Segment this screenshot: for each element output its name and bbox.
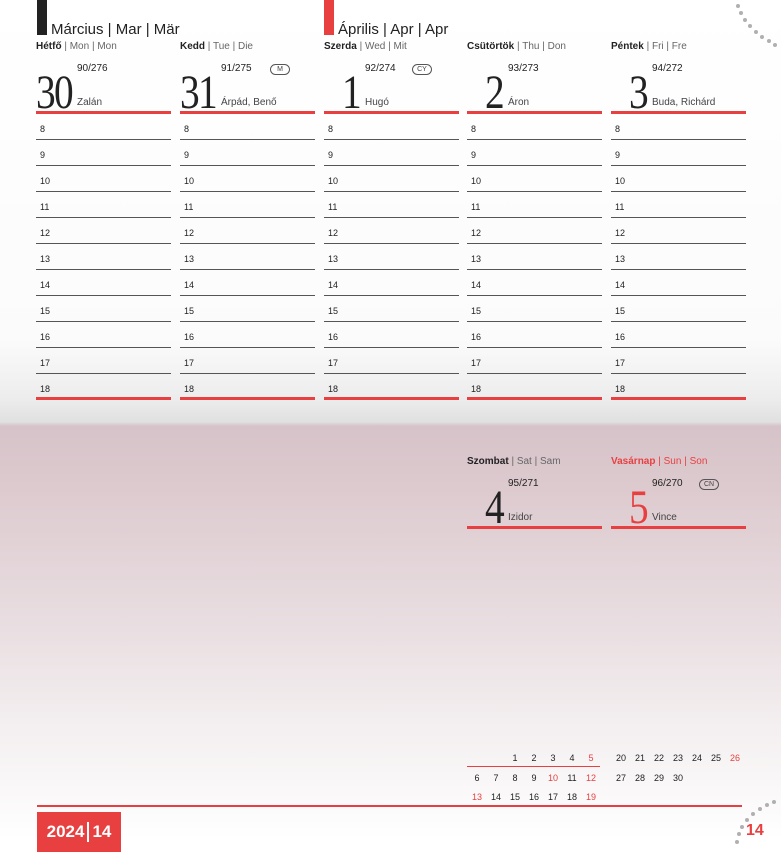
hour-slot[interactable]	[180, 270, 315, 296]
hour-slot[interactable]	[611, 322, 746, 348]
hour-label: 15	[328, 306, 339, 316]
hour-label: 16	[471, 332, 482, 342]
day-ordinal: 93/273	[508, 63, 539, 74]
hour-label: 10	[40, 176, 51, 186]
hour-slot[interactable]	[467, 166, 602, 192]
hour-label: 12	[40, 228, 51, 238]
hour-label: 9	[615, 150, 621, 160]
hour-slot[interactable]	[36, 114, 171, 140]
hour-label: 17	[328, 358, 339, 368]
hour-slot[interactable]	[36, 166, 171, 192]
mini-calendar-day: 2	[531, 753, 537, 763]
hour-slot[interactable]	[611, 374, 746, 400]
year-label: 2024	[46, 822, 85, 841]
mini-calendar-day: 8	[512, 773, 518, 783]
day-ordinal: 90/276	[77, 63, 108, 74]
hour-slot[interactable]	[324, 244, 459, 270]
hour-slot[interactable]	[324, 218, 459, 244]
hour-slot[interactable]	[36, 374, 171, 400]
hour-label: 8	[615, 124, 621, 134]
hour-slot[interactable]	[467, 270, 602, 296]
day-column-saturday	[467, 456, 602, 534]
day-column-friday	[611, 41, 746, 400]
day-ordinal: 96/270	[652, 478, 683, 489]
mini-calendar-day: 16	[528, 792, 539, 802]
mini-calendar-day: 18	[566, 792, 577, 802]
hour-slot[interactable]	[180, 296, 315, 322]
month-bar-march	[37, 0, 47, 35]
month-bar-april	[324, 0, 334, 35]
hour-slot[interactable]	[324, 322, 459, 348]
hour-slot[interactable]	[467, 140, 602, 166]
mini-calendar-day: 22	[653, 753, 664, 763]
hour-slot[interactable]	[611, 166, 746, 192]
mini-calendar-day: 30	[672, 773, 683, 783]
hour-label: 14	[471, 280, 482, 290]
hour-label: 9	[184, 150, 190, 160]
hour-slot[interactable]	[36, 322, 171, 348]
hour-label: 14	[328, 280, 339, 290]
page-number: 14	[746, 822, 764, 839]
mini-calendar-day: 26	[729, 753, 740, 763]
hour-slot[interactable]	[324, 348, 459, 374]
moon-phase-icon: CY	[412, 64, 432, 75]
mini-calendar-day: 10	[547, 773, 558, 783]
week-number: 14	[92, 822, 112, 841]
moon-phase-icon: CN	[699, 479, 719, 490]
hour-slot[interactable]	[611, 218, 746, 244]
hour-label: 10	[328, 176, 339, 186]
mini-calendar-day: 24	[691, 753, 702, 763]
hour-slot[interactable]	[180, 192, 315, 218]
mini-calendar-day: 12	[585, 773, 596, 783]
moon-phase-icon: M	[270, 64, 290, 75]
month-title-april: Április | Apr | Apr	[338, 21, 449, 38]
hour-slot[interactable]	[180, 374, 315, 400]
hour-slot[interactable]	[324, 296, 459, 322]
hour-label: 9	[328, 150, 334, 160]
hour-label: 18	[184, 384, 195, 394]
hour-label: 16	[40, 332, 51, 342]
day-name: Kedd | Tue | Die	[180, 41, 253, 52]
hour-label: 14	[184, 280, 195, 290]
hour-slot[interactable]	[611, 244, 746, 270]
date-number: 30	[36, 66, 73, 119]
nameday: Hugó	[365, 97, 389, 108]
hour-label: 18	[328, 384, 339, 394]
hour-slot[interactable]	[467, 296, 602, 322]
hour-label: 12	[328, 228, 339, 238]
hour-label: 15	[615, 306, 626, 316]
hour-slot[interactable]	[324, 166, 459, 192]
hour-label: 14	[40, 280, 51, 290]
hour-slot[interactable]	[467, 244, 602, 270]
hour-label: 15	[184, 306, 195, 316]
hour-slot[interactable]	[36, 140, 171, 166]
hour-slot[interactable]	[611, 114, 746, 140]
hour-slot[interactable]	[467, 322, 602, 348]
hour-label: 13	[40, 254, 51, 264]
day-header	[467, 55, 602, 119]
hour-label: 10	[615, 176, 626, 186]
hour-label: 8	[184, 124, 190, 134]
mini-calendar-day: 9	[531, 773, 537, 783]
day-ordinal: 95/271	[508, 478, 539, 489]
hour-label: 18	[615, 384, 626, 394]
hour-slots	[611, 114, 746, 400]
hour-slot[interactable]	[467, 348, 602, 374]
mini-calendar-day: 13	[471, 792, 482, 802]
date-number: 3	[629, 66, 648, 119]
mini-calendar-day: 21	[634, 753, 645, 763]
hour-label: 17	[471, 358, 482, 368]
hour-slots	[467, 114, 602, 400]
mini-calendar-day: 27	[615, 773, 626, 783]
nameday: Vince	[652, 512, 677, 523]
hour-slot[interactable]	[180, 166, 315, 192]
hour-slot[interactable]	[324, 270, 459, 296]
hour-slots	[36, 114, 171, 400]
nameday: Izidor	[508, 512, 533, 523]
hour-label: 12	[471, 228, 482, 238]
hour-slot[interactable]	[36, 348, 171, 374]
day-name: Szerda | Wed | Mit	[324, 41, 407, 52]
hour-label: 10	[471, 176, 482, 186]
day-name: Csütörtök | Thu | Don	[467, 41, 566, 52]
hour-slot[interactable]	[324, 374, 459, 400]
hour-slot[interactable]	[324, 192, 459, 218]
mini-calendar-day: 28	[634, 773, 645, 783]
year-week-badge	[37, 812, 121, 852]
day-name: Vasárnap | Sun | Son	[611, 456, 708, 467]
day-column-thursday	[467, 41, 602, 400]
hour-label: 9	[471, 150, 477, 160]
hour-slot[interactable]	[467, 114, 602, 140]
hour-slot[interactable]	[467, 192, 602, 218]
mini-calendar-day: 23	[672, 753, 683, 763]
day-header	[467, 470, 602, 534]
hour-label: 11	[615, 202, 625, 212]
hour-label: 16	[184, 332, 195, 342]
mini-calendar-day: 7	[493, 773, 499, 783]
hour-slot[interactable]	[324, 114, 459, 140]
hour-label: 15	[471, 306, 482, 316]
hour-slot[interactable]	[180, 322, 315, 348]
day-name: Péntek | Fri | Fre	[611, 41, 687, 52]
hour-slot[interactable]	[36, 192, 171, 218]
hour-slot[interactable]	[611, 296, 746, 322]
day-name: Hétfő | Mon | Mon	[36, 41, 117, 52]
hour-label: 16	[615, 332, 626, 342]
date-number: 31	[180, 66, 217, 119]
hour-label: 11	[328, 202, 338, 212]
hour-label: 8	[471, 124, 477, 134]
hour-label: 17	[40, 358, 51, 368]
hour-slot[interactable]	[180, 114, 315, 140]
hour-label: 12	[615, 228, 626, 238]
date-number: 4	[485, 481, 504, 534]
date-number: 2	[485, 66, 504, 119]
day-header	[180, 55, 315, 119]
nameday: Árpád, Benő	[221, 97, 277, 108]
hour-label: 17	[184, 358, 195, 368]
hour-slots	[324, 114, 459, 400]
hour-label: 14	[615, 280, 626, 290]
mini-calendar-day: 15	[509, 792, 520, 802]
hour-slot[interactable]	[467, 218, 602, 244]
date-number: 1	[342, 66, 361, 119]
hour-slot[interactable]	[611, 192, 746, 218]
day-header	[611, 470, 746, 534]
hour-label: 16	[328, 332, 339, 342]
hour-label: 13	[328, 254, 339, 264]
day-ordinal: 94/272	[652, 63, 683, 74]
hour-slots	[180, 114, 315, 400]
mini-calendar-rule	[467, 766, 600, 767]
mini-calendar-day: 29	[653, 773, 664, 783]
mini-calendar-day: 25	[710, 753, 721, 763]
hour-label: 10	[184, 176, 195, 186]
hour-slot[interactable]	[180, 140, 315, 166]
mini-calendar-day: 11	[567, 773, 577, 783]
hour-label: 8	[40, 124, 46, 134]
hour-slot[interactable]	[611, 348, 746, 374]
hour-label: 17	[615, 358, 626, 368]
hour-label: 12	[184, 228, 195, 238]
day-header	[324, 55, 459, 119]
month-title-march: Március | Mar | Mär	[51, 21, 180, 38]
hour-label: 18	[40, 384, 51, 394]
hour-slot[interactable]	[180, 348, 315, 374]
hour-label: 9	[40, 150, 46, 160]
hour-label: 13	[184, 254, 195, 264]
hour-label: 8	[328, 124, 334, 134]
hour-label: 11	[184, 202, 194, 212]
nameday: Zalán	[77, 97, 103, 108]
hour-label: 15	[40, 306, 51, 316]
mini-calendar-day: 5	[588, 753, 594, 763]
year-week-separator	[87, 822, 89, 842]
hour-label: 13	[615, 254, 626, 264]
mini-calendar-day: 3	[550, 753, 556, 763]
mini-calendar-day: 19	[585, 792, 596, 802]
hour-slot[interactable]	[36, 296, 171, 322]
nameday: Buda, Richárd	[652, 97, 716, 108]
day-header	[36, 55, 171, 119]
hour-slot[interactable]	[611, 270, 746, 296]
day-column-monday	[36, 41, 171, 400]
mini-calendar-day: 4	[569, 753, 575, 763]
day-header	[611, 55, 746, 119]
day-name: Szombat | Sat | Sam	[467, 456, 561, 467]
day-ordinal: 91/275	[221, 63, 252, 74]
hour-slot[interactable]	[180, 218, 315, 244]
hour-slot[interactable]	[36, 270, 171, 296]
day-column-wednesday	[324, 41, 459, 400]
day-column-sunday	[611, 456, 746, 534]
day-column-tuesday	[180, 41, 315, 400]
hour-slot[interactable]	[467, 374, 602, 400]
hour-slot[interactable]	[611, 140, 746, 166]
mini-calendar-day: 1	[512, 753, 518, 763]
date-number: 5	[629, 481, 648, 534]
mini-calendar-day: 14	[490, 792, 501, 802]
hour-slot[interactable]	[36, 244, 171, 270]
day-ordinal: 92/274	[365, 63, 396, 74]
hour-label: 13	[471, 254, 482, 264]
mini-calendar-day: 6	[474, 773, 480, 783]
nameday: Áron	[508, 97, 530, 108]
hour-slot[interactable]	[180, 244, 315, 270]
footer-rule	[37, 805, 742, 807]
hour-label: 18	[471, 384, 482, 394]
mini-calendar-day: 17	[547, 792, 558, 802]
mini-calendar-day: 20	[615, 753, 626, 763]
hour-label: 11	[471, 202, 481, 212]
hour-label: 11	[40, 202, 50, 212]
hour-slot[interactable]	[324, 140, 459, 166]
hour-slot[interactable]	[36, 218, 171, 244]
